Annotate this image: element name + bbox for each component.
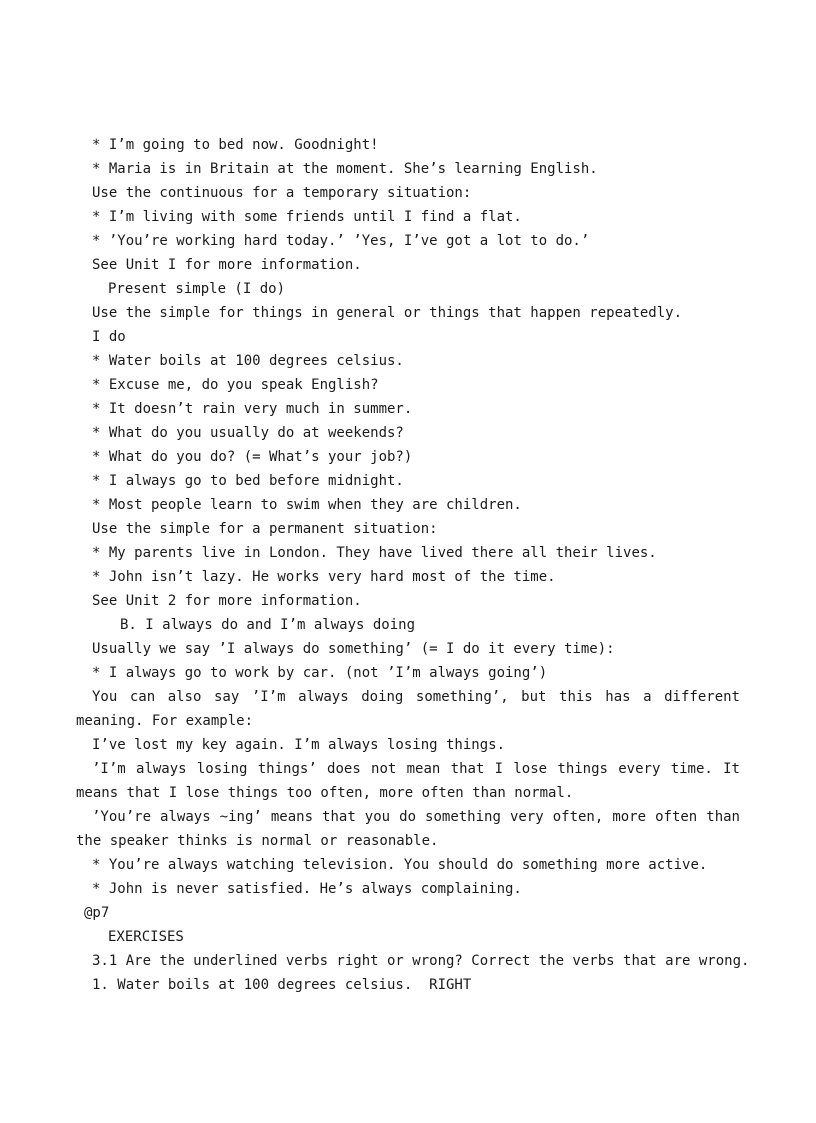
text-line: * John isn’t lazy. He works very hard most of the time. [92, 569, 556, 585]
text-line: * Maria is in Britain at the moment. She’s learning English. [92, 161, 598, 177]
text-line: * Water boils at 100 degrees celsius. [92, 353, 404, 369]
text-line: Use the simple for things in general or things that happen repeatedly. [92, 305, 683, 321]
text-line: * You’re always watching television. You should do something more active. [92, 857, 708, 873]
section-heading: B. I always do and I’m always doing [120, 617, 416, 633]
text-line: * It doesn’t rain very much in summer. [92, 401, 413, 417]
text-line: See Unit I for more information. [92, 257, 362, 273]
text-line: 3.1 Are the underlined verbs right or wrong? Correct the verbs that are wrong. [92, 953, 750, 969]
text-line: * Most people learn to swim when they are children. [92, 497, 522, 513]
text-line: * I always go to work by car. (not ’I’m always going’) [92, 665, 548, 681]
text-line: the speaker thinks is normal or reasonable. [76, 833, 439, 849]
text-line: You can also say ’I’m always doing something’, but this has a different [92, 689, 740, 705]
text-line: * ’You’re working hard today.’ ’Yes, I’ve got a lot to do.’ [92, 233, 590, 249]
text-line: * I’m going to bed now. Goodnight! [92, 137, 379, 153]
text-line: ’I’m always losing things’ does not mean that I lose things every time. It [92, 761, 740, 777]
text-line: I’ve lost my key again. I’m always losing things. [92, 737, 506, 753]
text-line: means that I lose things too often, more often than normal. [76, 785, 574, 801]
text-line: Use the continuous for a temporary situation: [92, 185, 472, 201]
text-line: * John is never satisfied. He’s always complaining. [92, 881, 522, 897]
page-marker: @p7 [84, 905, 110, 921]
text-line: * I’m living with some friends until I find a flat. [92, 209, 522, 225]
text-line: Use the simple for a permanent situation: [92, 521, 438, 537]
text-line: Usually we say ’I always do something’ (= I do it every time): [92, 641, 615, 657]
text-line: 1. Water boils at 100 degrees celsius. RIGHT [92, 977, 472, 993]
section-heading: Present simple (I do) [108, 281, 286, 297]
text-line: See Unit 2 for more information. [92, 593, 362, 609]
text-line: * What do you do? (= What’s your job?) [92, 449, 413, 465]
text-line: * My parents live in London. They have lived there all their lives. [92, 545, 657, 561]
section-heading: EXERCISES [108, 929, 184, 945]
text-line: I do [92, 329, 126, 345]
text-line: ’You’re always ~ing’ means that you do something very often, more often than [92, 809, 740, 825]
text-line: * What do you usually do at weekends? [92, 425, 404, 441]
text-line: * Excuse me, do you speak English? [92, 377, 379, 393]
text-line: * I always go to bed before midnight. [92, 473, 404, 489]
text-line: meaning. For example: [76, 713, 254, 729]
